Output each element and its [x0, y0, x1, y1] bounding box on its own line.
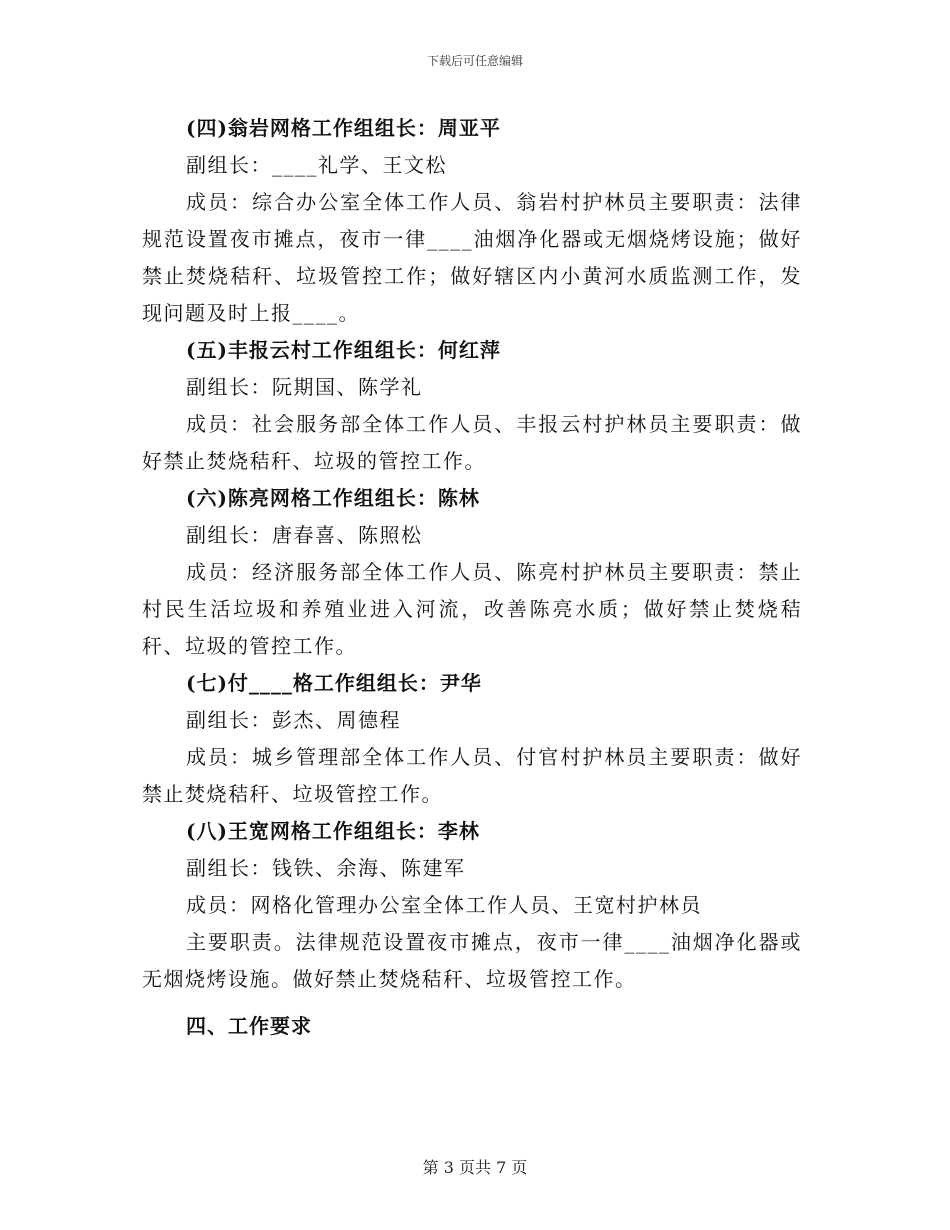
deputy-leaders-8: 副组长：钱铁、余海、陈建军: [186, 856, 466, 880]
duties-8: 主要职责。法律规范设置夜市摊点，夜市一律____油烟净化器或无烟烧烤设施。做好禁止焚烧秸秆、垃圾管控工作。: [142, 930, 802, 991]
section-heading-4: (四)翁岩网格工作组组长：周亚平: [186, 116, 501, 140]
document-body: [142, 110, 802, 1045]
section-heading-8: (八)王宽网格工作组组长：李林: [186, 819, 480, 843]
page-header: 下载后可任意编辑: [426, 54, 523, 68]
members-duties-6: 成员：经济服务部全体工作人员、陈亮村护林员主要职责：禁止村民生活垃圾和养殖业进入河流，改善陈亮水质；做好禁止焚烧秸秆、垃圾的管控工作。: [142, 560, 802, 658]
members-duties-5: 成员：社会服务部全体工作人员、丰报云村护林员主要职责：做好禁止焚烧秸秆、垃圾的管控工作。: [142, 412, 802, 473]
deputy-leaders-7: 副组长：彭杰、周德程: [186, 708, 401, 732]
section-heading-work-requirements: 四、工作要求: [186, 1014, 312, 1038]
section-heading-7: (七)付____格工作组组长：尹华: [186, 671, 482, 695]
section-heading-6: (六)陈亮网格工作组组长：陈林: [186, 486, 480, 510]
members-duties-7: 成员：城乡管理部全体工作人员、付官村护林员主要职责：做好禁止焚烧秸秆、垃圾管控工作。: [142, 745, 802, 806]
deputy-leaders-5: 副组长：阮期国、陈学礼: [186, 375, 423, 399]
members-duties-4: 成员：综合办公室全体工作人员、翁岩村护林员主要职责：法律规范设置夜市摊点，夜市一律____油烟净化器或无烟烧烤设施；做好禁止焚烧秸秆、垃圾管控工作；做好辖区内小黄河水质监测工作，发现问题及时上报____。: [142, 190, 802, 325]
section-heading-5: (五)丰报云村工作组组长：何红萍: [186, 338, 501, 362]
page-number: 第 3 页共 7 页: [422, 1158, 528, 1177]
members-8: 成员：网格化管理办公室全体工作人员、王宽村护林员: [186, 893, 702, 917]
deputy-leaders-4: 副组长：____礼学、王文松: [186, 153, 447, 177]
deputy-leaders-6: 副组长：唐春喜、陈照松: [186, 523, 423, 547]
